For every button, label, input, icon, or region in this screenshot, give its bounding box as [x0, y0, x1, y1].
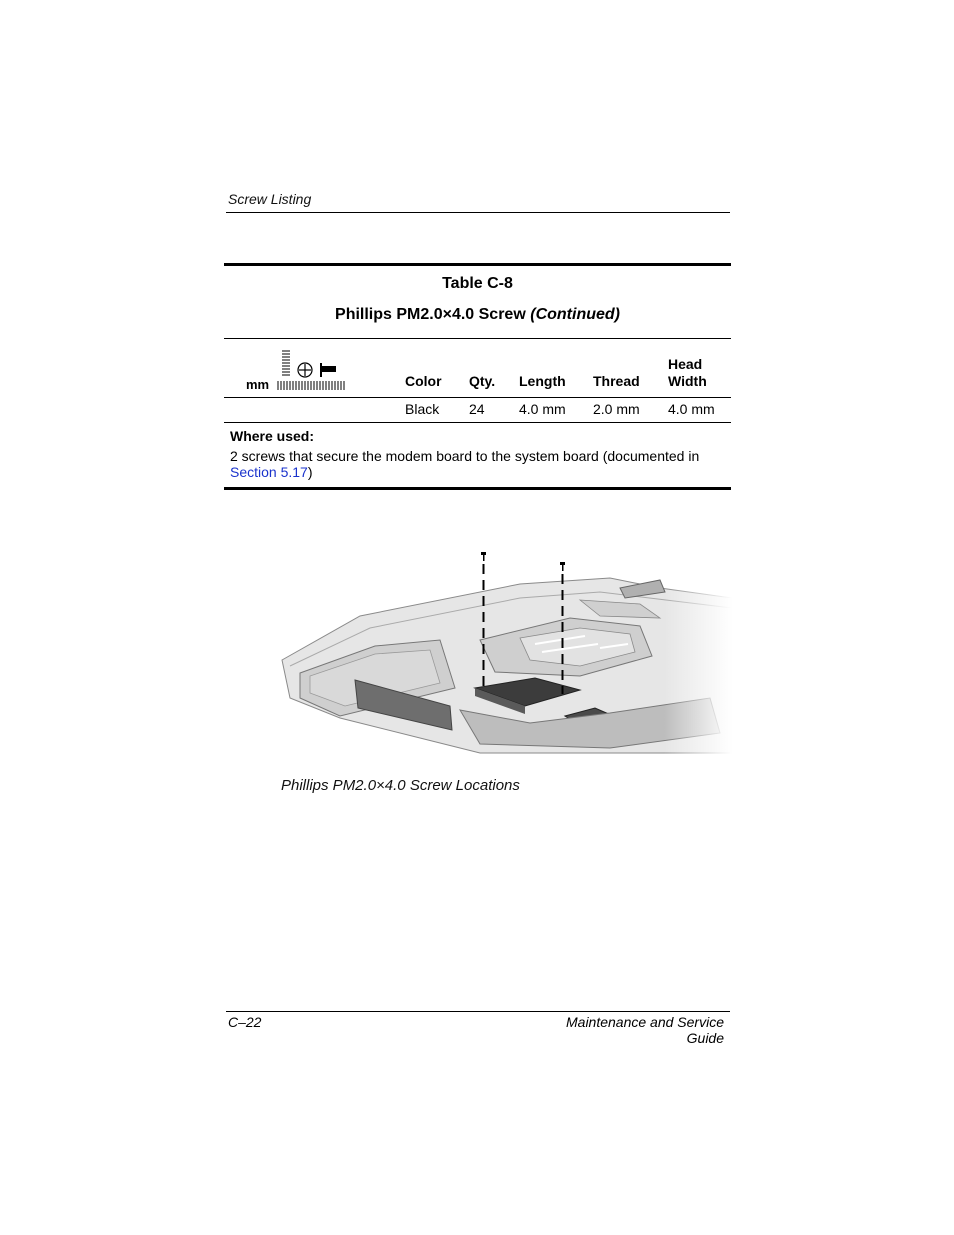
screw-table	[224, 263, 731, 490]
figure-caption: Phillips PM2.0×4.0 Screw Locations	[281, 777, 520, 794]
cell-head-width: 4.0 mm	[668, 401, 715, 417]
column-header-thread: Thread	[593, 373, 640, 389]
table-top-rule	[224, 263, 731, 266]
column-header-width: Width	[668, 373, 707, 389]
guide-title: Maintenance and Service Guide	[566, 1014, 724, 1046]
running-head: Screw Listing	[228, 191, 312, 207]
where-used-text	[230, 448, 720, 480]
table-subtitle-continued: (Continued)	[530, 306, 620, 323]
column-header-qty: Qty.	[469, 373, 496, 389]
cell-thread: 2.0 mm	[593, 401, 640, 417]
footer-rule	[226, 1011, 730, 1012]
where-used-close: )	[307, 464, 313, 480]
table-row	[224, 398, 731, 422]
where-used-section	[224, 428, 731, 480]
table-subtitle-main: Phillips PM2.0×4.0 Screw	[335, 306, 526, 323]
column-header-length: Length	[519, 373, 566, 389]
screw-location-illustration	[280, 548, 732, 758]
where-used-description: 2 screws that secure the modem board to the system board (documented in	[230, 448, 700, 464]
where-used-label: Where used:	[230, 428, 315, 444]
table-title: Table C-8	[442, 275, 513, 292]
cell-color: Black	[405, 401, 440, 417]
section-link[interactable]: Section 5.17	[230, 464, 308, 480]
header-rule	[226, 212, 730, 213]
scale-unit-label: mm	[246, 377, 270, 392]
table-subtitle	[224, 306, 731, 330]
table-where-rule	[224, 422, 731, 423]
cell-qty: 24	[469, 401, 485, 417]
page-number: C–22	[228, 1014, 262, 1030]
cell-length: 4.0 mm	[519, 401, 566, 417]
table-bottom-rule	[224, 487, 731, 490]
table-header-row	[224, 339, 731, 397]
column-header-color: Color	[405, 373, 442, 389]
column-header-head: Head	[668, 356, 703, 372]
